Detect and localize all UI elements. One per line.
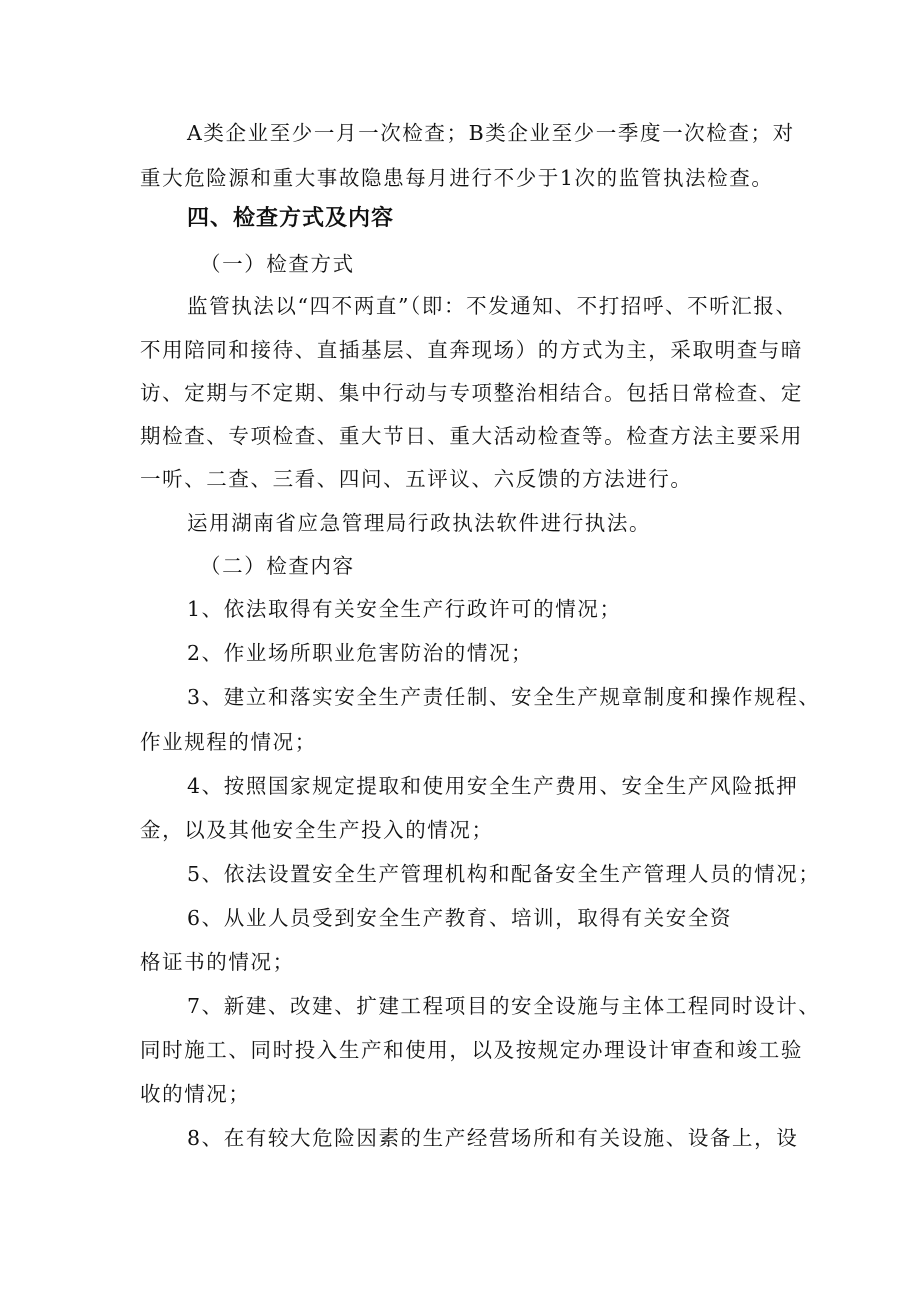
list-item: 3、建立和落实安全生产责任制、安全生产规章制度和操作规程、 xyxy=(187,685,821,709)
paragraph-line: 运用湖南省应急管理局行政执法软件进行执法。 xyxy=(187,511,652,535)
list-item: 6、从业人员受到安全生产教育、培训，取得有关安全资 xyxy=(187,906,733,930)
list-item: 2、作业场所职业危害防治的情况； xyxy=(187,641,534,665)
section-heading: 四、检查方式及内容 xyxy=(187,206,395,231)
paragraph-line: 一听、二查、三看、四问、五评议、六反馈的方法进行。 xyxy=(140,467,693,491)
paragraph-line: 重大危险源和重大事故隐患每月进行不少于1次的监管执法检查。 xyxy=(140,166,774,190)
list-item-continuation: 作业规程的情况； xyxy=(140,730,317,754)
paragraph-line: 期检查、专项检查、重大节日、重大活动检查等。检查方法主要采用 xyxy=(140,424,803,448)
list-item-continuation: 同时施工、同时投入生产和使用，以及按规定办理设计审查和竣工验 xyxy=(140,1038,803,1062)
list-item: 8、在有较大危险因素的生产经营场所和有关设施、设备上，设 xyxy=(187,1126,799,1150)
list-item: 1、依法取得有关安全生产行政许可的情况； xyxy=(187,597,622,621)
subsection-heading: （一）检查方式 xyxy=(200,252,355,276)
list-item: 7、新建、改建、扩建工程项目的安全设施与主体工程同时设计、 xyxy=(187,994,821,1018)
list-item: 5、依法设置安全生产管理机构和配备安全生产管理人员的情况； xyxy=(187,862,821,886)
list-item-continuation: 金，以及其他安全生产投入的情况； xyxy=(140,818,494,842)
paragraph-line: 不用陪同和接待、直插基层、直奔现场）的方式为主，采取明查与暗 xyxy=(140,338,803,362)
list-item: 4、按照国家规定提取和使用安全生产费用、安全生产风险抵押 xyxy=(187,774,799,798)
paragraph-line: 访、定期与不定期、集中行动与专项整治相结合。包括日常检查、定 xyxy=(140,381,803,405)
list-item-continuation: 格证书的情况； xyxy=(140,950,295,974)
subsection-heading: （二）检查内容 xyxy=(200,554,355,578)
paragraph-line: 监管执法以“四不两直”（即：不发通知、不打招呼、不听汇报、 xyxy=(187,294,798,318)
paragraph-line: A类企业至少一月一次检查；B类企业至少一季度一次检查；对 xyxy=(187,121,795,145)
list-item-continuation: 收的情况； xyxy=(140,1082,251,1106)
